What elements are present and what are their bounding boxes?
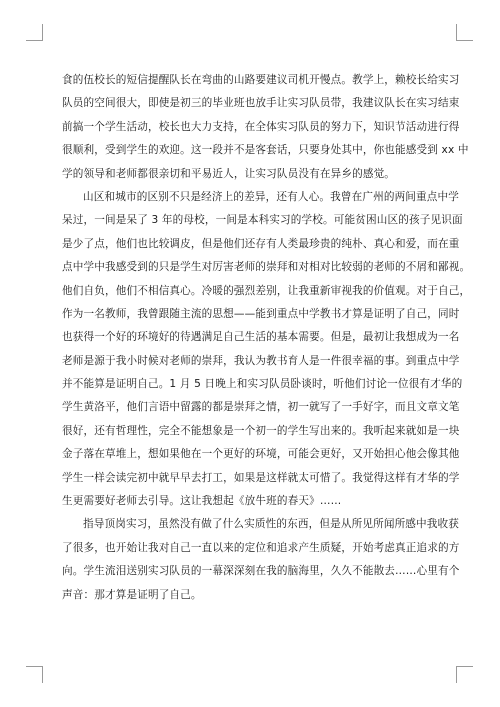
crop-mark-top-right [456, 24, 473, 41]
text-line: 食的伍校长的短信提醒队长在弯曲的山路要建议司机开慢点。教学上，赖校长给实习 [62, 74, 460, 86]
text-line: 金子落在草堆上，想如果他在一个更好的环境，可能会更好，又开始担心他会像其他 [62, 448, 460, 461]
crop-mark-bottom-left [26, 666, 43, 683]
text-line: 并不能算是证明自己。1 月 5 日晚上和实习队员卧谈时，听他们讨论一位很有才华的 [62, 378, 463, 391]
text-line: 山区和城市的区别不只是经济上的差异，还有人心。我曾在广州的两间重点中学 [83, 190, 460, 203]
text-line: 生更需要好老师去引导。这让我想起《放牛班的春天》…… [62, 495, 342, 508]
document-body [62, 69, 471, 607]
text-line: 作为一名教师，我曾跟随主流的思想——能到重点中学教书才算是证明了自己，同时 [62, 307, 460, 320]
text-line: 队员的空间很大，即使是初三的毕业班也放手让实习队员带，我建议队长在实习结束 [62, 97, 460, 110]
text-line: 点中学中我感受到的只是学生对厉害老师的崇拜和对相对比较弱的老师的不屑和鄙视。 [62, 261, 471, 274]
text-line: 呆过，一间是呆了 3 年的母校，一间是本科实习的学校。可能贫困山区的孩子见识面 [62, 214, 463, 227]
text-line: 学的领导和老师都很亲切和平易近人，让实习队员没有在异乡的感觉。 [62, 167, 396, 180]
text-line: 向。学生流泪送别实习队员的一幕深深刻在我的脑海里，久久不能散去……心里有个 [62, 565, 460, 578]
text-line: 很顺利，受到学生的欢迎。这一段并不是客套话，只要身处其中，你也能感受到 xx 中 [62, 144, 469, 157]
paragraph [62, 69, 469, 186]
crop-mark-top-left [26, 24, 43, 41]
paragraph [62, 513, 460, 607]
text-line: 也获得一个好的环境好的待遇满足自己生活的基本需要。但是，最初让我想成为一名 [62, 331, 460, 344]
text-line: 很好，还有哲理性，完全不能想象是一个初一的学生写出来的。我听起来就如是一块 [62, 424, 460, 437]
text-line: 他们自负，他们不相信真心。冷暖的强烈差别，让我重新审视我的价值观。对于自己， [62, 284, 471, 297]
text-line: 指导顶岗实习，虽然没有做了什么实质性的东西，但是从所见所闻所感中我收获 [83, 518, 460, 531]
text-line: 老师是源于我小时候对老师的崇拜，我认为教书育人是一件很幸福的事。到重点中学 [62, 354, 460, 367]
text-line: 声音：那才算是证明了自己。 [62, 588, 202, 601]
text-line: 学生一样会读完初中就早早去打工，如果是这样就太可惜了。我觉得这样有才华的学 [62, 471, 460, 484]
text-line: 学生黄洛平，他们言语中留露的都是崇拜之情，初一就写了一手好字，而且文章文笔 [62, 401, 460, 414]
crop-mark-bottom-right [456, 666, 473, 683]
text-line: 是少了点，他们也比较调皮，但是他们还存有人类最珍贵的纯朴、真心和爱，而在重 [62, 237, 460, 250]
text-line: 了很多，也开始让我对自己一直以来的定位和追求产生质疑，开始考虑真正追求的方 [62, 541, 460, 554]
text-line: 前搞一个学生活动，校长也大力支持，在全体实习队员的努力下，知识节活动进行得 [62, 120, 460, 133]
paragraph [62, 186, 471, 513]
